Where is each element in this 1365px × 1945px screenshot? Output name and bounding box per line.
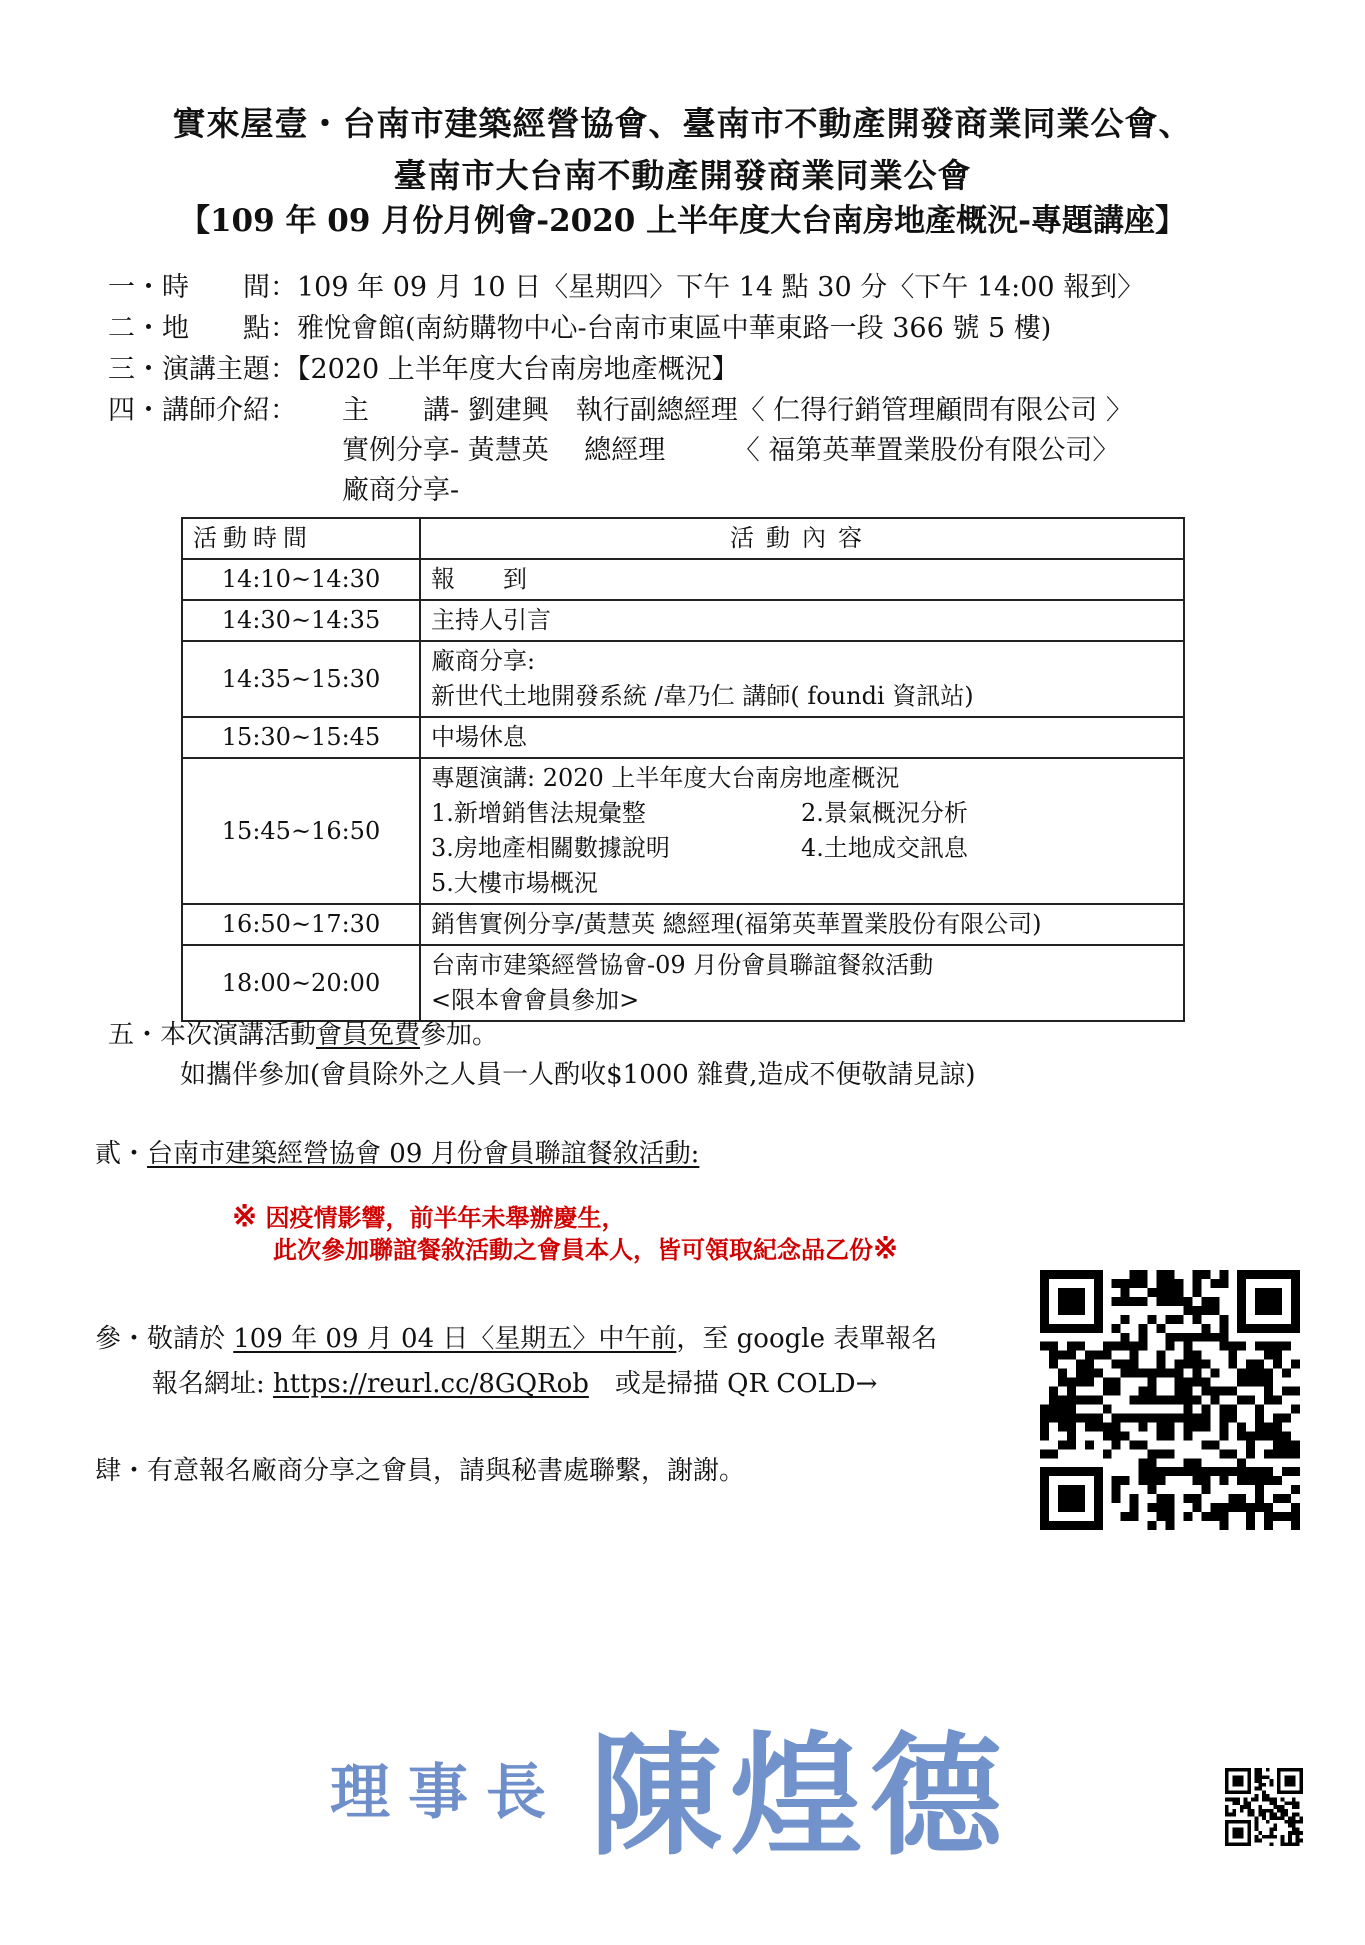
table-row — [182, 904, 1184, 945]
row-content — [420, 641, 1184, 717]
reference-mark-icon: ※ — [232, 1199, 258, 1234]
table-row — [182, 717, 1184, 758]
row-content: 中場休息 — [420, 717, 1184, 758]
event-time: 一・時 間：109 年 09 月 10 日〈星期四〉下午 14 點 30 分〈下午 14:00 報到〉 — [108, 272, 1145, 303]
register-url-line — [152, 1363, 877, 1400]
table-row — [182, 641, 1184, 717]
table-row — [182, 559, 1184, 600]
row-time: 16:50~17:30 — [182, 904, 420, 945]
topic-item: 5.大樓市場概況 — [431, 869, 598, 897]
row-content-line: 廠商分享: — [431, 647, 536, 675]
col-content-header: 活動內容 — [420, 518, 1184, 559]
row-time: 18:00~20:00 — [182, 945, 420, 1021]
topic-item: 2.景氣概況分析 — [801, 799, 968, 827]
topic-item: 4.土地成交訊息 — [801, 834, 968, 862]
note-five-2: 如攜伴參加(會員除外之人員一人酌收$1000 雜費,造成不便敬請見諒) — [180, 1060, 976, 1090]
red-note-1 — [232, 1198, 626, 1234]
qr-code-icon[interactable] — [1040, 1270, 1300, 1530]
note-two-b: 台南市建築經營協會 09 月份會員聯誼餐敘活動: — [147, 1139, 700, 1169]
speaker-3: 廠商分享- — [342, 475, 460, 506]
deadline: 109 年 09 月 04 日〈星期五〉中午前 — [233, 1324, 677, 1354]
row-time: 14:10~14:30 — [182, 559, 420, 600]
note-two — [95, 1133, 699, 1170]
url-label: 報名網址: — [152, 1369, 274, 1399]
header-line-3: 【109 年 09 月份月例會-2020 上半年度大台南房地產概況-專題講座】 — [178, 203, 1187, 239]
note-four: 肆・有意報名廠商分享之會員，請與秘書處聯繫，謝謝。 — [95, 1456, 746, 1486]
member-free: 會員免費 — [316, 1020, 421, 1050]
event-place: 二・地 點：雅悅會館(南紡購物中心-台南市東區中華東路一段 366 號 5 樓) — [108, 313, 1052, 344]
note-three-a: 參・敬請於 — [95, 1324, 234, 1354]
note-five-c: 參加。 — [420, 1020, 499, 1050]
schedule-header-row — [182, 518, 1184, 559]
note-three — [95, 1318, 937, 1355]
row-time: 15:30~15:45 — [182, 717, 420, 758]
row-time: 14:30~14:35 — [182, 600, 420, 641]
row-content: 主持人引言 — [420, 600, 1184, 641]
row-content-line: <限本會會員參加> — [431, 986, 640, 1014]
url-after: 或是掃描 QR COLD→ — [588, 1369, 878, 1399]
red-note-2 — [273, 1230, 898, 1266]
topic-item: 3.房地產相關數據說明 — [431, 834, 670, 862]
topic-item: 1.新增銷售法規彙整 — [431, 799, 646, 827]
speaker-label: 四・講師介紹： — [108, 395, 297, 426]
row-content-line: 新世代土地開發系統 /韋乃仁 講師( foundi 資訊站) — [431, 682, 974, 710]
col-time-header: 活動時間 — [182, 518, 420, 559]
red-note-2-text: 此次參加聯誼餐敘活動之會員本人，皆可領取紀念品乙份 — [273, 1235, 873, 1264]
speaker-2: 實例分享- 黃慧英 總經理 〈 福第英華置業股份有限公司〉 — [342, 435, 1120, 466]
note-two-a: 貳・ — [95, 1139, 148, 1169]
register-url-link[interactable]: https://reurl.cc/8GQRob — [273, 1369, 589, 1399]
row-content-line: 台南市建築經營協會-09 月份會員聯誼餐敘活動 — [431, 951, 934, 979]
note-five — [108, 1014, 498, 1051]
row-content — [420, 758, 1184, 904]
table-row — [182, 758, 1184, 904]
qr-code-icon — [1225, 1768, 1303, 1846]
row-content — [420, 945, 1184, 1021]
row-time: 15:45~16:50 — [182, 758, 420, 904]
table-row — [182, 600, 1184, 641]
red-note-1-text: 因疫情影響，前半年未舉辦慶生， — [257, 1203, 626, 1232]
header-line-1: 實來屋壹・台南市建築經營協會、臺南市不動產開發商業同業公會、 — [172, 104, 1193, 143]
event-topic: 三・演講主題：【2020 上半年度大台南房地產概況】 — [108, 354, 739, 385]
header-line-2: 臺南市大台南不動產開發商業同業公會 — [393, 156, 972, 195]
note-five-a: 五・本次演講活動 — [108, 1020, 317, 1050]
reference-mark-icon: ※ — [873, 1231, 899, 1266]
signature-name: 陳煌德 — [590, 1719, 1010, 1874]
row-content-line: 專題演講: 2020 上半年度大台南房地產概況 — [431, 764, 900, 792]
row-time: 14:35~15:30 — [182, 641, 420, 717]
topic-list — [431, 796, 1173, 901]
note-three-c: ，至 google 表單報名 — [676, 1324, 938, 1354]
row-content: 銷售實例分享/黃慧英 總經理(福第英華置業股份有限公司) — [420, 904, 1184, 945]
schedule-table — [181, 517, 1185, 1022]
speaker-1: 主 講- 劉建興 執行副總經理〈 仁得行銷管理顧問有限公司 〉 — [342, 395, 1133, 426]
row-content: 報 到 — [420, 559, 1184, 600]
signature-title: 理事長 — [330, 1758, 564, 1828]
table-row — [182, 945, 1184, 1021]
